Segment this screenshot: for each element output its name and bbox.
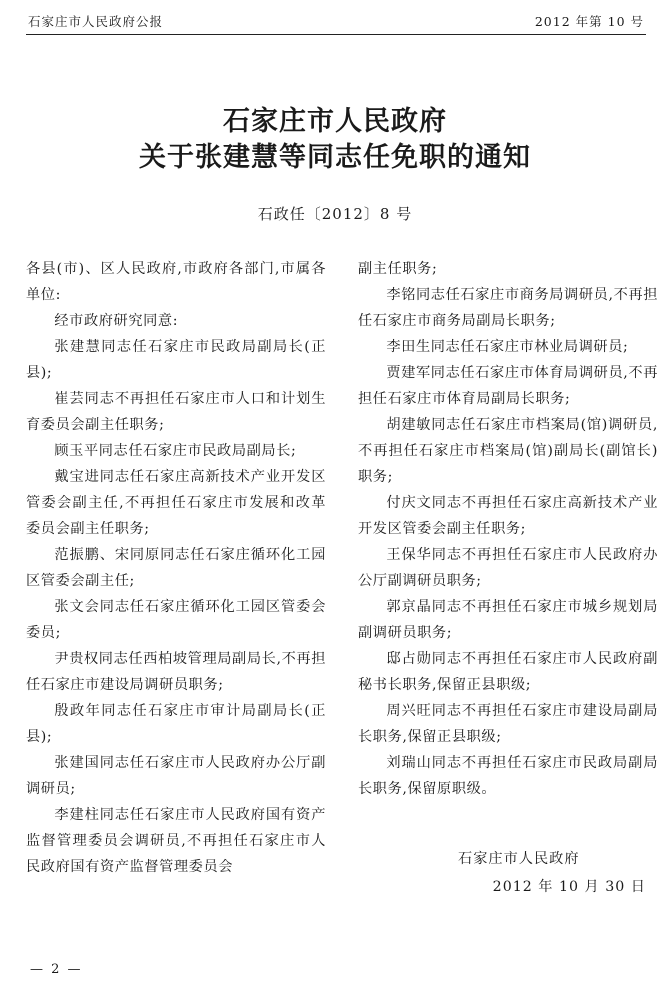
paragraph: 殷政年同志任石家庄市审计局副局长(正县);	[26, 703, 326, 745]
issue-date: 2012 年 10 月 30 日	[492, 879, 646, 895]
paragraph: 尹贵权同志任西柏坡管理局副局长,不再担任石家庄市建设局调研员职务;	[26, 651, 326, 693]
body-left-column	[26, 256, 326, 880]
paragraph-continuation: 副主任职务;	[358, 261, 438, 277]
paragraph: 胡建敏同志任石家庄市档案局(馆)调研员,不再担任石家庄市档案局(馆)副局长(副馆长)职务;	[358, 417, 658, 485]
paragraph: 张文会同志任石家庄循环化工园区管委会委员;	[26, 599, 326, 641]
document-number: 石政任〔2012〕8 号	[257, 205, 413, 223]
paragraph: 李建柱同志任石家庄市人民政府国有资产监督管理委员会调研员,不再担任石家庄市人民政府国有资产监督管理委员会	[26, 807, 326, 875]
paragraph: 贾建军同志任石家庄市体育局调研员,不再担任石家庄市体育局副局长职务;	[358, 365, 658, 407]
paragraph: 经市政府研究同意:	[54, 313, 179, 329]
body-right-column	[358, 256, 658, 802]
paragraph: 王保华同志不再担任石家庄市人民政府办公厅副调研员职务;	[358, 547, 658, 589]
paragraph: 崔芸同志不再担任石家庄市人口和计划生育委员会副主任职务;	[26, 391, 326, 433]
publication-name: 石家庄市人民政府公报	[28, 14, 164, 29]
signature-block	[386, 845, 646, 901]
issuing-organization: 石家庄市人民政府	[458, 851, 580, 867]
paragraph: 付庆文同志不再担任石家庄高新技术产业开发区管委会副主任职务;	[358, 495, 658, 537]
title-line-1: 石家庄市人民政府	[223, 106, 447, 137]
salutation: 各县(市)、区人民政府,市政府各部门,市属各单位:	[26, 261, 326, 303]
title-line-2: 关于张建慧等同志任免职的通知	[139, 142, 531, 173]
paragraph: 张建慧同志任石家庄市民政局副局长(正县);	[26, 339, 326, 381]
paragraph: 郭京晶同志不再担任石家庄市城乡规划局副调研员职务;	[358, 599, 658, 641]
paragraph: 张建国同志任石家庄市人民政府办公厅副调研员;	[26, 755, 326, 797]
document-title	[0, 104, 670, 176]
page-header	[28, 8, 644, 34]
header-divider	[26, 34, 646, 35]
paragraph: 李铭同志任石家庄市商务局调研员,不再担任石家庄市商务局副局长职务;	[358, 287, 658, 329]
paragraph: 刘瑞山同志不再担任石家庄市民政局副局长职务,保留原职级。	[358, 755, 658, 797]
page-number: — 2 —	[30, 962, 83, 977]
paragraph: 范振鹏、宋同原同志任石家庄循环化工园区管委会副主任;	[26, 547, 326, 589]
issue-number: 2012 年第 10 号	[534, 14, 644, 29]
paragraph: 邸占勋同志不再担任石家庄市人民政府副秘书长职务,保留正县职级;	[358, 651, 658, 693]
paragraph: 李田生同志任石家庄市林业局调研员;	[386, 339, 629, 355]
paragraph: 周兴旺同志不再担任石家庄市建设局副局长职务,保留正县职级;	[358, 703, 658, 745]
paragraph: 顾玉平同志任石家庄市民政局副局长;	[54, 443, 297, 459]
paragraph: 戴宝进同志任石家庄高新技术产业开发区管委会副主任,不再担任石家庄市发展和改革委员会副主任职务;	[26, 469, 326, 537]
